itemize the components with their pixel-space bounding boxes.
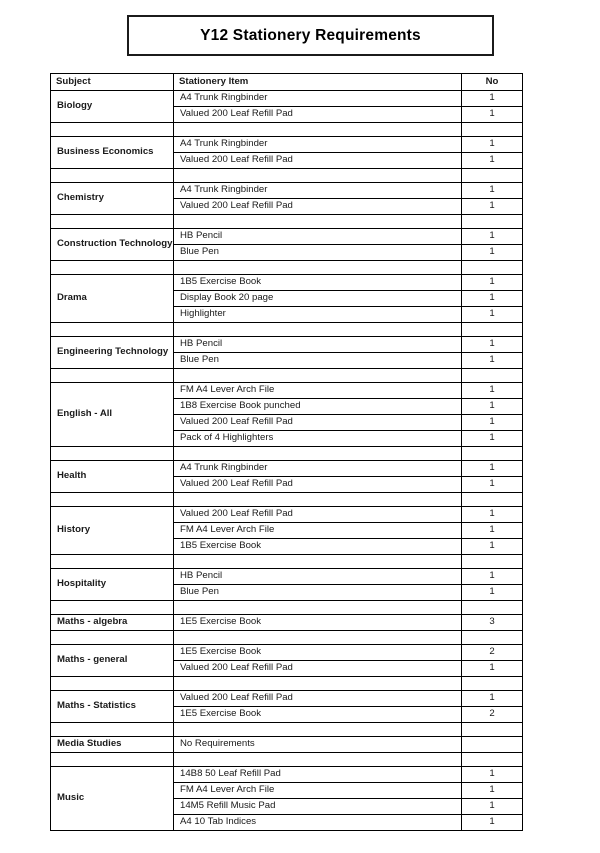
spacer-cell [174,323,462,337]
table-row [51,137,523,153]
subject-cell: Maths - Statistics [51,691,174,723]
subject-cell: Biology [51,91,174,123]
spacer-cell [174,169,462,183]
stationery-item-cell: 1B5 Exercise Book [174,539,462,555]
stationery-item-cell: Valued 200 Leaf Refill Pad [174,107,462,123]
subject-cell: Health [51,461,174,493]
spacer-cell [51,631,174,645]
spacer-cell [174,631,462,645]
spacer-cell [462,261,523,275]
stationery-item-cell: Highlighter [174,307,462,323]
quantity-cell: 1 [462,183,523,199]
spacer-cell [174,555,462,569]
spacer-cell [462,447,523,461]
stationery-item-cell: 1B5 Exercise Book [174,275,462,291]
quantity-cell: 1 [462,399,523,415]
quantity-cell: 1 [462,199,523,215]
stationery-item-cell: 14B8 50 Leaf Refill Pad [174,767,462,783]
column-header-no: No [462,74,523,91]
quantity-cell: 1 [462,661,523,677]
spacer-cell [174,123,462,137]
subject-cell: English - All [51,383,174,447]
table-row [51,767,523,783]
quantity-cell: 1 [462,275,523,291]
stationery-item-cell: HB Pencil [174,569,462,585]
quantity-cell: 1 [462,799,523,815]
stationery-item-cell: A4 Trunk Ringbinder [174,91,462,107]
stationery-item-cell: Valued 200 Leaf Refill Pad [174,199,462,215]
quantity-cell: 1 [462,431,523,447]
spacer-cell [462,753,523,767]
subject-cell: Drama [51,275,174,323]
spacer-cell [462,123,523,137]
table-spacer-row [51,677,523,691]
table-spacer-row [51,723,523,737]
stationery-item-cell: Valued 200 Leaf Refill Pad [174,661,462,677]
stationery-item-cell: Display Book 20 page [174,291,462,307]
stationery-item-cell: FM A4 Lever Arch File [174,523,462,539]
stationery-item-cell: 1E5 Exercise Book [174,707,462,723]
spacer-cell [462,723,523,737]
table-header-row [51,74,523,91]
stationery-item-cell: 14M5 Refill Music Pad [174,799,462,815]
spacer-cell [462,555,523,569]
table-row [51,461,523,477]
quantity-cell [462,737,523,753]
table-row [51,645,523,661]
quantity-cell: 1 [462,569,523,585]
table-spacer-row [51,323,523,337]
spacer-cell [51,753,174,767]
subject-cell: Engineering Technology [51,337,174,369]
stationery-item-cell: Valued 200 Leaf Refill Pad [174,153,462,169]
quantity-cell: 1 [462,691,523,707]
quantity-cell: 1 [462,229,523,245]
quantity-cell: 1 [462,383,523,399]
spacer-cell [462,215,523,229]
spacer-cell [51,677,174,691]
quantity-cell: 1 [462,107,523,123]
stationery-item-cell: Valued 200 Leaf Refill Pad [174,415,462,431]
table-spacer-row [51,555,523,569]
spacer-cell [51,123,174,137]
quantity-cell: 1 [462,815,523,831]
page-title: Y12 Stationery Requirements [200,26,421,44]
quantity-cell: 1 [462,507,523,523]
table-spacer-row [51,493,523,507]
quantity-cell: 1 [462,153,523,169]
spacer-cell [174,261,462,275]
stationery-item-cell: Valued 200 Leaf Refill Pad [174,691,462,707]
table-spacer-row [51,169,523,183]
quantity-cell: 1 [462,477,523,493]
subject-cell: Maths - algebra [51,615,174,631]
spacer-cell [174,493,462,507]
document-title-box [127,15,494,56]
spacer-cell [174,723,462,737]
table-spacer-row [51,123,523,137]
quantity-cell: 1 [462,585,523,601]
quantity-cell: 1 [462,767,523,783]
spacer-cell [174,447,462,461]
spacer-cell [51,261,174,275]
spacer-cell [462,677,523,691]
table-row [51,91,523,107]
spacer-cell [174,215,462,229]
subject-cell: Maths - general [51,645,174,677]
spacer-cell [51,601,174,615]
table-body [51,91,523,831]
table-spacer-row [51,261,523,275]
column-header-stationery-item: Stationery Item [174,74,462,91]
quantity-cell: 1 [462,783,523,799]
stationery-item-cell: 1B8 Exercise Book punched [174,399,462,415]
stationery-item-cell: 1E5 Exercise Book [174,645,462,661]
table-spacer-row [51,215,523,229]
table-row [51,569,523,585]
quantity-cell: 1 [462,337,523,353]
table-row [51,337,523,353]
quantity-cell: 1 [462,523,523,539]
table-row [51,507,523,523]
table-row [51,275,523,291]
stationery-item-cell: Blue Pen [174,353,462,369]
stationery-item-cell: HB Pencil [174,337,462,353]
spacer-cell [51,369,174,383]
table-spacer-row [51,447,523,461]
spacer-cell [51,723,174,737]
quantity-cell: 1 [462,539,523,555]
spacer-cell [462,369,523,383]
spacer-cell [462,631,523,645]
table-spacer-row [51,631,523,645]
spacer-cell [174,369,462,383]
spacer-cell [174,601,462,615]
stationery-requirements-table [50,73,523,831]
quantity-cell: 1 [462,91,523,107]
spacer-cell [462,169,523,183]
spacer-cell [51,215,174,229]
spacer-cell [51,169,174,183]
table-spacer-row [51,601,523,615]
quantity-cell: 1 [462,353,523,369]
spacer-cell [462,323,523,337]
subject-cell: Chemistry [51,183,174,215]
quantity-cell: 2 [462,707,523,723]
table-row [51,615,523,631]
stationery-item-cell: A4 Trunk Ringbinder [174,461,462,477]
table-spacer-row [51,753,523,767]
spacer-cell [51,555,174,569]
spacer-cell [462,601,523,615]
quantity-cell: 1 [462,307,523,323]
table-row [51,229,523,245]
stationery-item-cell: FM A4 Lever Arch File [174,783,462,799]
subject-cell: Hospitality [51,569,174,601]
spacer-cell [51,323,174,337]
stationery-item-cell: FM A4 Lever Arch File [174,383,462,399]
subject-cell: Music [51,767,174,831]
column-header-subject: Subject [51,74,174,91]
table-header [51,74,523,91]
spacer-cell [462,493,523,507]
quantity-cell: 1 [462,291,523,307]
subject-cell: History [51,507,174,555]
subject-cell: Business Economics [51,137,174,169]
stationery-item-cell: A4 Trunk Ringbinder [174,137,462,153]
spacer-cell [51,493,174,507]
stationery-item-cell: A4 Trunk Ringbinder [174,183,462,199]
subject-cell: Construction Technology [51,229,174,261]
stationery-item-cell: Valued 200 Leaf Refill Pad [174,507,462,523]
quantity-cell: 3 [462,615,523,631]
table-row [51,691,523,707]
stationery-item-cell: HB Pencil [174,229,462,245]
table-spacer-row [51,369,523,383]
table-row [51,737,523,753]
stationery-item-cell: A4 10 Tab Indices [174,815,462,831]
table-row [51,183,523,199]
spacer-cell [51,447,174,461]
spacer-cell [174,677,462,691]
stationery-item-cell: No Requirements [174,737,462,753]
quantity-cell: 1 [462,415,523,431]
stationery-item-cell: Pack of 4 Highlighters [174,431,462,447]
subject-cell: Media Studies [51,737,174,753]
quantity-cell: 1 [462,245,523,261]
stationery-item-cell: Valued 200 Leaf Refill Pad [174,477,462,493]
quantity-cell: 2 [462,645,523,661]
spacer-cell [174,753,462,767]
stationery-item-cell: Blue Pen [174,585,462,601]
stationery-item-cell: 1E5 Exercise Book [174,615,462,631]
table-row [51,383,523,399]
quantity-cell: 1 [462,137,523,153]
quantity-cell: 1 [462,461,523,477]
stationery-item-cell: Blue Pen [174,245,462,261]
